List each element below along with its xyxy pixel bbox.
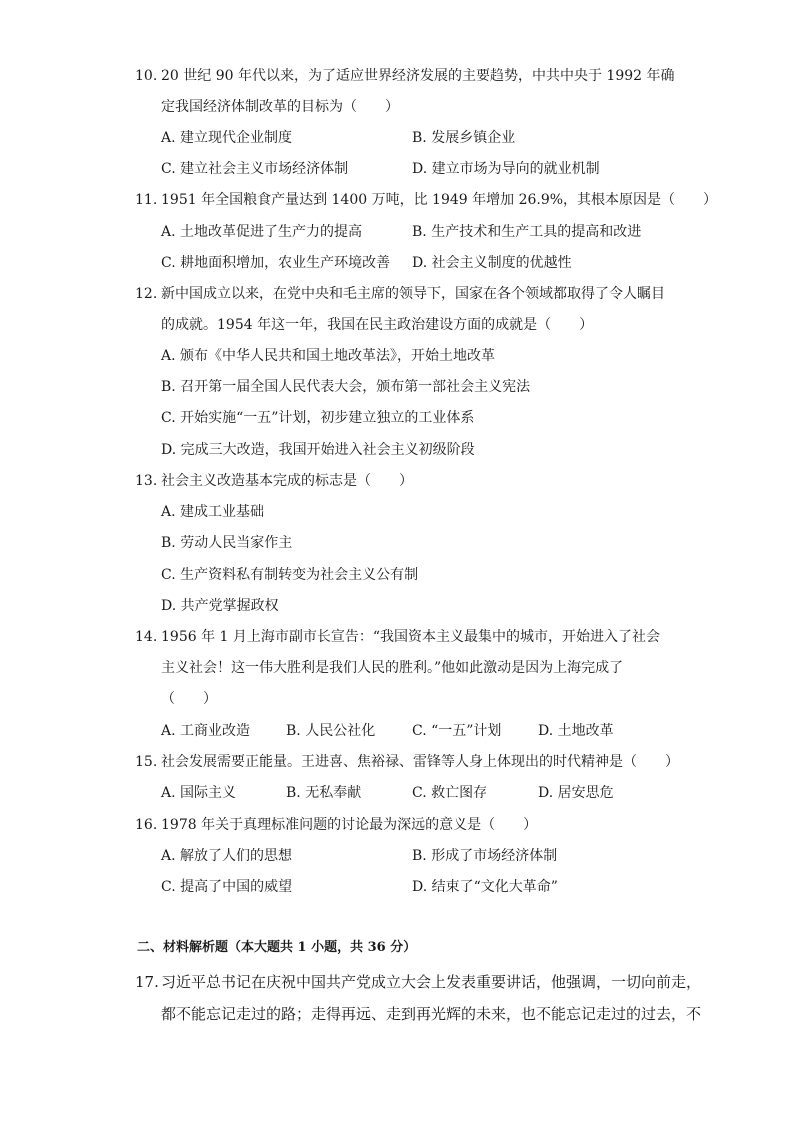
question-text: 社会主义改造基本完成的标志是（ ） bbox=[161, 473, 413, 489]
question-text: 习近平总书记在庆祝中国共产党成立大会上发表重要讲话，他强调，一切向前走， bbox=[161, 973, 702, 991]
question-number: 17. bbox=[135, 973, 159, 991]
section-title: 二、材料解析题（本大题共 1 小题，共 36 分） bbox=[137, 940, 417, 955]
option-a: A. 解放了人们的思想 bbox=[161, 848, 293, 864]
option-b: B. 形成了市场经济体制 bbox=[412, 848, 558, 864]
question-text: 定我国经济体制改革的目标为（ ） bbox=[161, 99, 399, 115]
question-number: 15. bbox=[135, 754, 158, 770]
option-c: C. 生产资料私有制转变为社会主义公有制 bbox=[161, 567, 419, 583]
option-d: D. 完成三大改造，我国开始进入社会主义初级阶段 bbox=[161, 442, 475, 458]
option-a: A. 建立现代企业制度 bbox=[161, 130, 293, 146]
option-c: C. 建立社会主义市场经济体制 bbox=[161, 161, 349, 177]
option-b: B. 无私奉献 bbox=[286, 785, 362, 801]
option-c: C. 耕地面积增加，农业生产环境改善 bbox=[161, 255, 391, 271]
option-b: B. 劳动人民当家作主 bbox=[161, 535, 293, 551]
option-b: B. 人民公社化 bbox=[286, 723, 376, 739]
option-c: C. 提高了中国的威望 bbox=[161, 879, 293, 895]
option-b: B. 召开第一届全国人民代表大会，颁布第一部社会主义宪法 bbox=[161, 379, 531, 395]
option-a: A. 土地改革促进了生产力的提高 bbox=[161, 224, 363, 240]
question-number: 14. bbox=[135, 629, 158, 645]
option-a: A. 建成工业基础 bbox=[161, 504, 265, 520]
question-text: 社会发展需要正能量。王进喜、焦裕禄、雷锋等人身上体现出的时代精神是（ ） bbox=[161, 754, 679, 770]
option-b: B. 发展乡镇企业 bbox=[412, 130, 516, 146]
option-c: C. 救亡图存 bbox=[412, 785, 488, 801]
option-c: C. “一五”计划 bbox=[412, 723, 502, 739]
question-text: 主义社会！这一伟大胜利是我们人民的胜利。”他如此激动是因为上海完成了 bbox=[161, 660, 624, 676]
question-text: 20 世纪 90 年代以来，为了适应世界经济发展的主要趋势，中共中央于 1992 年确 bbox=[161, 68, 675, 84]
option-a: A. 颁布《中华人民共和国土地改革法》，开始土地改革 bbox=[161, 348, 496, 364]
question-text: 的成就。1954 年这一年，我国在民主政治建设方面的成就是（ ） bbox=[161, 317, 594, 333]
question-number: 10. bbox=[135, 68, 158, 84]
question-number: 11. bbox=[135, 192, 158, 208]
option-d: D. 居安思危 bbox=[538, 785, 614, 801]
question-text: （ ） bbox=[161, 691, 217, 707]
option-c: C. 开始实施“一五”计划，初步建立独立的工业体系 bbox=[161, 410, 475, 426]
question-text: 1956 年 1 月上海市副市长宣告：“我国资本主义最集中的城市，开始进入了社会 bbox=[161, 629, 661, 645]
option-d: D. 建立市场为导向的就业机制 bbox=[412, 161, 600, 177]
question-text: 都不能忘记走过的路；走得再远、走到再光辉的未来，也不能忘记走过的过去，不 bbox=[161, 1005, 702, 1023]
option-d: D. 结束了“文化大革命” bbox=[412, 879, 558, 895]
question-text: 新中国成立以来，在党中央和毛主席的领导下，国家在各个领域都取得了令人瞩目 bbox=[161, 286, 665, 302]
question-number: 16. bbox=[135, 817, 158, 833]
option-b: B. 生产技术和生产工具的提高和改进 bbox=[412, 224, 642, 240]
question-text: 1978 年关于真理标准问题的讨论最为深远的意义是（ ） bbox=[161, 817, 538, 833]
option-a: A. 国际主义 bbox=[161, 785, 237, 801]
question-text: 1951 年全国粮食产量达到 1400 万吨，比 1949 年增加 26.9%，其根本原因是（ ） bbox=[161, 192, 718, 208]
option-d: D. 社会主义制度的优越性 bbox=[412, 255, 572, 271]
option-d: D. 土地改革 bbox=[538, 723, 614, 739]
option-a: A. 工商业改造 bbox=[161, 723, 251, 739]
option-d: D. 共产党掌握政权 bbox=[161, 598, 279, 614]
question-number: 12. bbox=[135, 286, 158, 302]
question-number: 13. bbox=[135, 473, 158, 489]
